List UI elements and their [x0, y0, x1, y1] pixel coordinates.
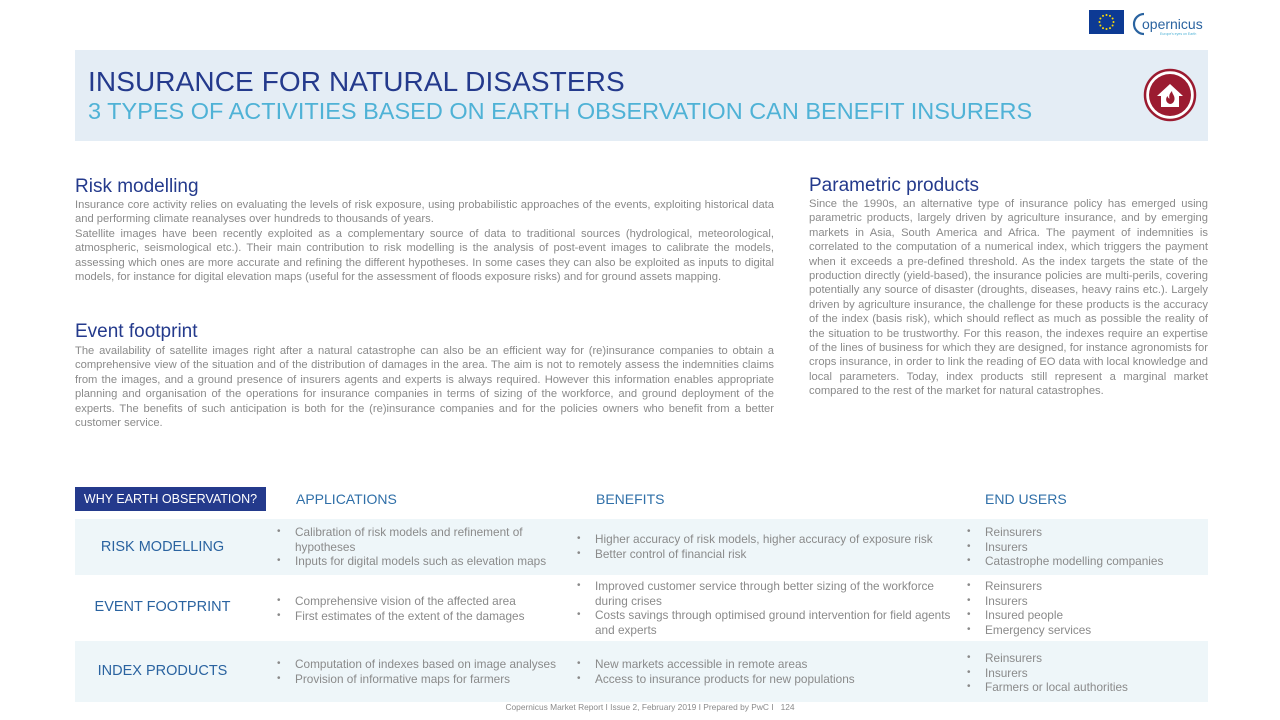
list-item: • Provision of informative maps for farmers	[277, 672, 567, 687]
benefits-cell	[577, 579, 952, 637]
list-item: • Inputs for digital models such as elevation maps	[277, 554, 567, 569]
risk-modelling-paragraph-1: Insurance core activity relies on evaluating the levels of risk exposure, using probabilistic approaches of the events, exploiting historical data and performing climate reanalyses over hundreds to thousands of years.	[75, 199, 774, 226]
list-item: • Insurers	[967, 666, 1197, 681]
parametric-products-title: Parametric products	[809, 175, 980, 196]
end-users-cell	[967, 579, 1197, 637]
applications-cell	[277, 525, 567, 569]
header-banner	[75, 50, 1208, 141]
list-item: • Improved customer service through better sizing of the workforce during crises	[577, 579, 952, 608]
row-label: EVENT FOOTPRINT	[94, 599, 231, 615]
applications-cell	[277, 594, 567, 623]
list-item: • Calibration of risk models and refinement of hypotheses	[277, 525, 567, 554]
house-fire-icon	[1143, 68, 1197, 122]
parametric-products-paragraph: Since the 1990s, an alternative type of insurance policy has emerged using parametric products, largely driven by agriculture insurance, and by emerging markets in Asia, South America and Africa. The payment of indemnities is correlated to the computation of a numerical index, which triggers the payment when it exceeds a pre-defined threshold. As the index targets the state of the production directly (yield-based), the insurance policies are multi-perils, covering potentially any source of disaster (droughts, diseases, heavy rains etc.). Largely driven by agriculture insurance, the challenge for these products is the accuracy of the index (basis risk), which should reflect as much as possible the reality of the situation to be trustworthy. For this reason, the indexes require an expertise of the lines of business for which they are designed, for instance agronomists for crops insurance, in order to link the reading of EO data with local knowledge and local parameters. Today, index products still represent a marginal market compared to the rest of the market for natural catastrophes.	[809, 198, 1208, 398]
event-footprint-title: Event footprint	[75, 321, 198, 342]
list-item: • Reinsurers	[967, 579, 1197, 594]
page-number: 124	[780, 702, 795, 712]
applications-header: APPLICATIONS	[296, 491, 397, 507]
svg-text:opernicus: opernicus	[1142, 16, 1203, 32]
table-row-event-footprint	[75, 575, 1208, 641]
list-item: • Computation of indexes based on image analyses	[277, 657, 567, 672]
risk-modelling-paragraph-2: Satellite images have been recently exploited as a complementary source of data to traditional sources (hydrological, meteorological, atmospheric, seismological etc.). Their main contribution to risk modelling is the analysis of post-event images to calibrate the models, assessing which ones are more accurate and refining the different hypotheses. In some cases they can also be exploited as inputs to digital models, for instance for digital elevation maps (useful for the assessment of floods exposure risks) and for ground assets mapping.	[75, 228, 774, 284]
benefits-cell	[577, 657, 952, 686]
list-item: • Comprehensive vision of the affected area	[277, 594, 567, 609]
list-item: • Costs savings through optimised ground intervention for field agents and experts	[577, 608, 952, 637]
benefits-header: BENEFITS	[596, 491, 665, 507]
copernicus-logo	[1130, 8, 1205, 38]
list-item: • Emergency services	[967, 623, 1197, 638]
why-earth-observation-label: WHY EARTH OBSERVATION?	[75, 487, 266, 511]
end-users-cell	[967, 525, 1197, 569]
page-subtitle: 3 TYPES OF ACTIVITIES BASED ON EARTH OBSERVATION CAN BENEFIT INSURERS	[88, 98, 1033, 124]
end-users-cell	[967, 651, 1197, 695]
list-item: • New markets accessible in remote areas	[577, 657, 952, 672]
benefits-cell	[577, 532, 952, 561]
risk-modelling-title: Risk modelling	[75, 176, 199, 197]
event-footprint-paragraph: The availability of satellite images right after a natural catastrophe can also be an efficient way for (re)insurance companies to obtain a comprehensive view of the situation and of the distribution of damages in the area. The aim is not to remotely assess the indemnities claims from the images, and a ground presence of insurers agents and experts is always required. However this information enables appropriate planning and organisation of the operations for insurance companies in terms of sizing of the workforce, and ground deployment of the experts. The benefits of such anticipation is both for the (re)insurance companies and for the policies owners who benefit from a better customer service.	[75, 345, 774, 430]
table-row-risk-modelling	[75, 519, 1208, 575]
list-item: • Better control of financial risk	[577, 547, 952, 562]
eu-flag-icon	[1089, 10, 1124, 34]
list-item: • Reinsurers	[967, 525, 1197, 540]
list-item: • Farmers or local authorities	[967, 680, 1197, 695]
list-item: • Higher accuracy of risk models, higher accuracy of exposure risk	[577, 532, 952, 547]
list-item: • Insurers	[967, 594, 1197, 609]
applications-cell	[277, 657, 567, 686]
end-users-header: END USERS	[985, 491, 1067, 507]
footer-text: Copernicus Market Report I Issue 2, February 2019 I Prepared by PwC I	[505, 702, 774, 712]
row-label: INDEX PRODUCTS	[97, 663, 228, 679]
row-label: RISK MODELLING	[100, 539, 225, 555]
list-item: • Insured people	[967, 608, 1197, 623]
svg-text:Europe's eyes on Earth: Europe's eyes on Earth	[1160, 32, 1197, 36]
page-title: INSURANCE FOR NATURAL DISASTERS	[88, 66, 625, 97]
page-footer	[0, 702, 1280, 712]
list-item: • Reinsurers	[967, 651, 1197, 666]
list-item: • First estimates of the extent of the damages	[277, 609, 567, 624]
table-row-index-products	[75, 641, 1208, 702]
list-item: • Catastrophe modelling companies	[967, 554, 1197, 569]
list-item: • Access to insurance products for new populations	[577, 672, 952, 687]
list-item: • Insurers	[967, 540, 1197, 555]
